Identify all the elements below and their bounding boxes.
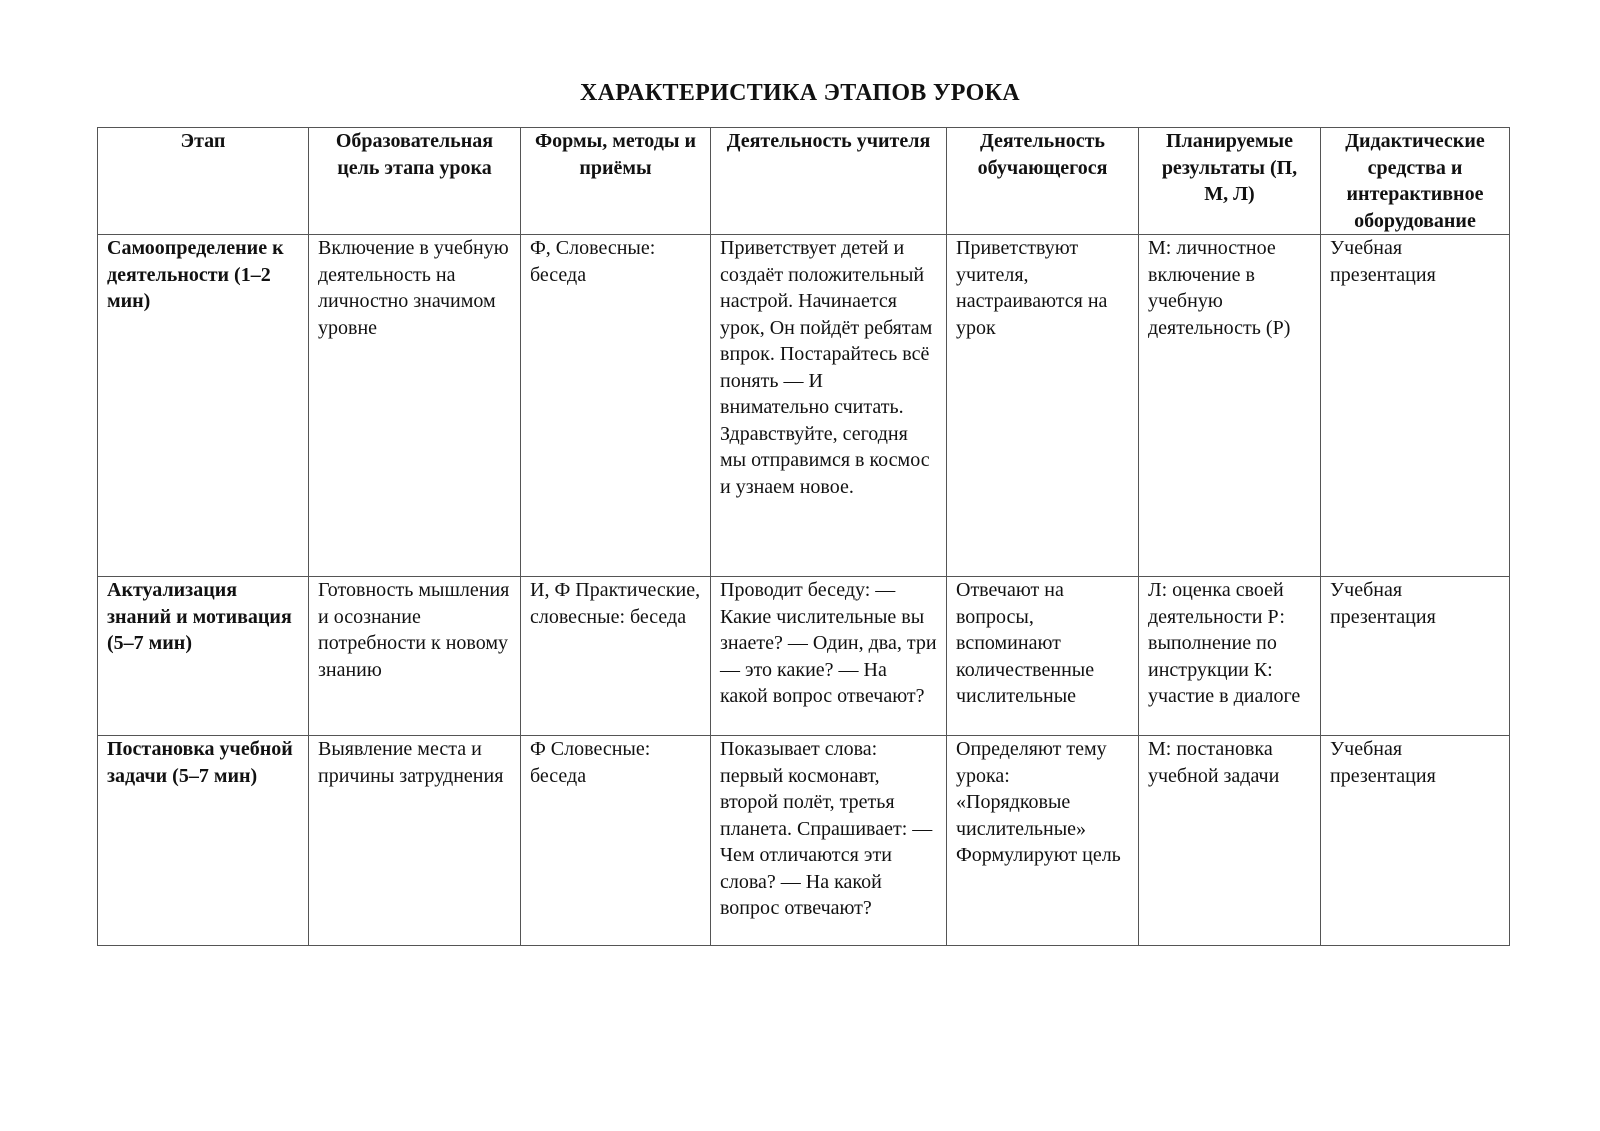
- goal-cell: Включение в учебную деятельность на личностно значимом уровне: [309, 235, 521, 577]
- header-didactic-tools: Дидактические средства и интерактивное оборудование: [1321, 128, 1510, 235]
- table-row: [98, 577, 1510, 736]
- page-title: ХАРАКТЕРИСТИКА ЭТАПОВ УРОКА: [580, 80, 1020, 106]
- teacher-activity-cell: Приветствует детей и создаёт положительный настрой. Начинается урок, Он пойдёт ребятам впрок. Постарайтесь всё понять — И внимательно считать. Здравствуйте, сегодня мы отправимся в космос и узнаем новое.: [711, 235, 947, 577]
- student-activity-cell: Приветствуют учителя, настраиваются на урок: [947, 235, 1139, 577]
- stage-cell: Постановка учебной задачи (5–7 мин): [98, 736, 309, 946]
- didactic-tools-cell: Учебная презентация: [1321, 736, 1510, 946]
- header-planned-results: Планируемые результаты (П, М, Л): [1139, 128, 1321, 235]
- table-header-row: [98, 128, 1510, 235]
- planned-results-cell: М: личностное включение в учебную деятельность (Р): [1139, 235, 1321, 577]
- didactic-tools-cell: Учебная презентация: [1321, 577, 1510, 736]
- methods-cell: И, Ф Практические, словесные: беседа: [521, 577, 711, 736]
- teacher-activity-cell: Проводит беседу: — Какие числительные вы знаете? — Один, два, три — это какие? — На какой вопрос отвечают?: [711, 577, 947, 736]
- header-teacher-activity: Деятельность учителя: [711, 128, 947, 235]
- didactic-tools-cell: Учебная презентация: [1321, 235, 1510, 577]
- stage-cell: Актуализация знаний и мотивация (5–7 мин): [98, 577, 309, 736]
- student-activity-cell: Определяют тему урока: «Порядковые числительные» Формулируют цель: [947, 736, 1139, 946]
- stage-cell: Самоопределение к деятельности (1–2 мин): [98, 235, 309, 577]
- header-student-activity: Деятельность обучающегося: [947, 128, 1139, 235]
- planned-results-cell: Л: оценка своей деятельности Р: выполнение по инструкции К: участие в диалоге: [1139, 577, 1321, 736]
- lesson-stages-table: [97, 127, 1510, 946]
- table-row: [98, 736, 1510, 946]
- teacher-activity-cell: Показывает слова: первый космонавт, второй полёт, третья планета. Спрашивает: — Чем отличаются эти слова? — На какой вопрос отвечают?: [711, 736, 947, 946]
- methods-cell: Ф, Словесные: беседа: [521, 235, 711, 577]
- header-goal: Образовательная цель этапа урока: [309, 128, 521, 235]
- planned-results-cell: М: постановка учебной задачи: [1139, 736, 1321, 946]
- goal-cell: Выявление места и причины затруднения: [309, 736, 521, 946]
- table-row: [98, 235, 1510, 577]
- goal-cell: Готовность мышления и осознание потребности к новому знанию: [309, 577, 521, 736]
- student-activity-cell: Отвечают на вопросы, вспоминают количественные числительные: [947, 577, 1139, 736]
- methods-cell: Ф Словесные: беседа: [521, 736, 711, 946]
- header-stage: Этап: [98, 128, 309, 235]
- header-methods: Формы, методы и приёмы: [521, 128, 711, 235]
